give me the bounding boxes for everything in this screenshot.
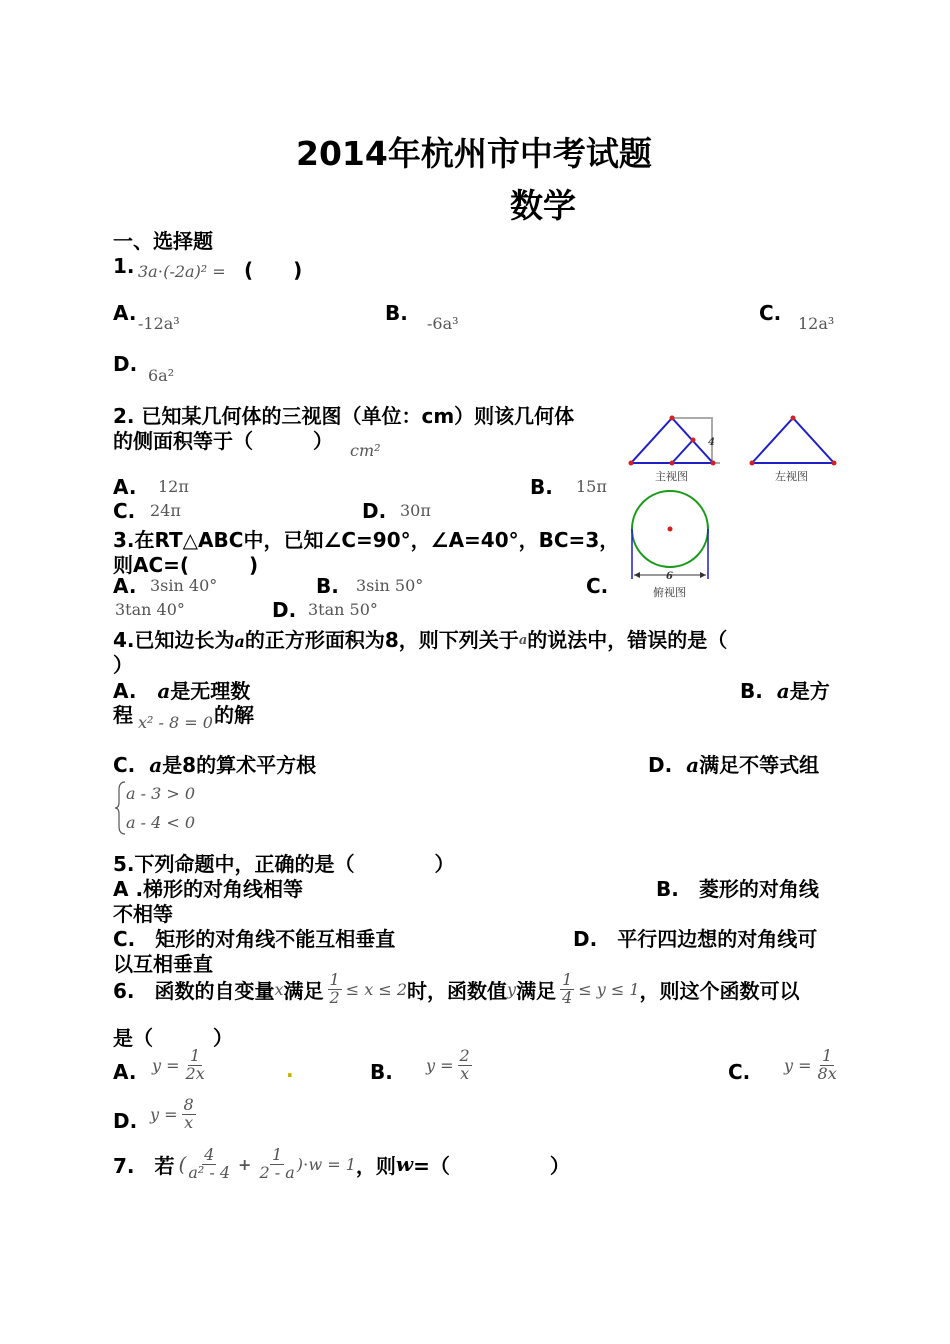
q3-option-c-value: 3tan 40° [115,600,185,619]
q7-open-paren: ( [178,1152,187,1177]
q1-option-b-label: B. [385,301,408,325]
q2-option-c-value: 24π [150,501,181,520]
q4-option-d-label: D. [648,753,673,777]
q4-var-a-small: a [518,633,528,648]
q4-option-a-label: A. [113,679,137,703]
q1-option-d-value: 6a² [148,366,175,385]
q4-option-a-text: 是无理数 [170,679,251,703]
q4-option-d-var: a [686,753,700,777]
front-view [629,416,721,484]
page-title: 2014年杭州市中考试题 [296,134,652,173]
q6-cond-y-num: 1 [562,970,573,989]
q6-option-a-num: 1 [190,1046,201,1065]
q5-option-b-cont: 不相等 [113,902,173,926]
q6-option-a-fraction [184,1048,207,1083]
q4-option-d [648,749,819,778]
q4-option-c-text: 是8的算术平方根 [162,753,317,777]
inequality-line2: a - 4 < 0 [126,813,196,832]
stray-dot: . [286,1058,294,1082]
q4-option-c-var: a [149,753,163,777]
q4-option-d-text: 满足不等式组 [699,753,820,777]
height-dimension-label: 4 [708,437,715,448]
q6-option-c-pre: y = [784,1055,812,1075]
q3-option-c-label: C. [586,574,609,598]
q3-option-d-value: 3tan 50° [308,600,378,619]
q6-stem-part4: 满足 [516,978,557,1003]
q3-option-d-label: D. [272,598,297,622]
q7-fraction-1 [186,1147,232,1182]
q1-option-d-label: D. [113,352,138,376]
q6-cond-x-rest: ≤ x ≤ 2 [345,979,408,999]
arrowhead-right [700,572,706,578]
q2-option-c-label: C. [113,499,136,523]
q7-stem [113,1147,570,1182]
three-view-figure [620,405,845,605]
q3-option-a-value: 3sin 40° [150,576,218,595]
q3-stem-line2: 则AC=( ) [113,553,259,577]
vertex-dot [750,461,755,466]
front-view-triangle [631,418,713,463]
q7-stem-part1: 7. 若 [113,1153,175,1178]
q5-option-c: C. 矩形的对角线不能互相垂直 [113,927,396,951]
q1-option-c-value: 12a³ [798,314,835,333]
q5-stem: 5.下列命题中，正确的是（ ） [113,852,455,876]
q1-option-c-label: C. [759,301,782,325]
q1-paren: ( ) [244,258,303,282]
q4-option-b-cont2: 的解 [214,703,254,727]
q6-option-c-den: 8x [817,1063,837,1083]
q2-option-b-value: 15π [576,477,607,496]
q4-stem-line2: ） [113,653,133,677]
q4-option-b-var: a [776,679,790,703]
q7-fraction-1-num: 4 [204,1145,215,1164]
q6-var-y: y [507,979,517,999]
q6-option-c-fraction [816,1048,839,1083]
front-view-label: 主视图 [655,470,688,483]
q4-option-b-cont1: 程 [113,703,133,727]
q6-option-d-pre: y = [150,1104,178,1124]
inequality-line1: a - 3 > 0 [126,784,196,803]
q4-option-c [113,749,316,778]
vertex-dot [691,438,696,443]
q1-expression: 3a⋅(-2a)² = [138,262,226,281]
q3-option-a-label: A. [113,574,137,598]
section-heading: 一、选择题 [113,229,213,253]
q4-stem-part2: 的正方形面积为8，则下列关于 [244,628,519,652]
q6-cond-y-den: 4 [562,987,573,1007]
q2-option-d-label: D. [362,499,387,523]
q1-option-b-value: -6a³ [427,314,459,333]
q6-option-b-fraction [458,1048,472,1083]
q6-stem-part1: 6. 函数的自变量 [113,978,275,1003]
vertex-dot [711,461,716,466]
q6-cond-y-fraction [560,972,574,1007]
q5-option-d-cont: 以互相垂直 [113,952,213,976]
q6-option-c-num: 1 [822,1046,833,1065]
q6-option-b-label: B. [370,1060,393,1084]
q1-option-a-value: -12a³ [138,314,180,333]
q6-stem-part3: 时，函数值 [407,978,508,1003]
q5-option-b: B. 菱形的对角线 [656,877,819,901]
q6-option-b-num: 2 [459,1046,470,1065]
q6-option-d-value [150,1097,196,1132]
q2-stem-line2: 的侧面积等于（ ） [113,429,333,453]
q7-plus: + [238,1154,252,1174]
q6-option-b-den: x [460,1063,470,1083]
q4-stem-line1 [113,624,727,653]
top-view-label: 俯视图 [653,586,686,599]
q6-option-a-pre: y = [152,1055,180,1075]
q4-option-b-equation: x² - 8 = 0 [138,713,213,732]
q6-stem-line1 [113,972,800,1007]
q7-stem-part3: =（ ） [413,1153,570,1178]
q6-option-d-num: 8 [183,1095,194,1114]
q6-option-c-value [784,1048,839,1083]
q7-fraction-2-num: 1 [272,1145,283,1164]
q6-option-d-den: x [184,1112,194,1132]
q4-option-b [740,675,830,704]
vertex-dot [832,461,837,466]
q4-option-a-var: a [157,679,171,703]
vertex-dot [670,461,675,466]
q7-fraction-2-den: 2 - a [259,1162,295,1182]
side-view-label: 左视图 [775,470,808,483]
vertex-dot [670,416,675,421]
q6-option-b-value [426,1048,472,1083]
q2-option-a-label: A. [113,475,137,499]
q4-option-c-label: C. [113,753,136,777]
width-dimension-label: 6 [666,571,673,582]
q6-option-a-den: 2x [185,1063,205,1083]
q2-unit: cm² [350,441,381,460]
q6-stem-part2: 满足 [283,978,324,1003]
q6-cond-x-den: 2 [329,987,340,1007]
q7-stem-part2: ，则 [355,1153,396,1178]
q6-cond-x-fraction [328,972,342,1007]
q2-option-a-value: 12π [158,477,189,496]
q5-option-a: A .梯形的对角线相等 [113,877,304,901]
q4-stem-part3: 的说法中，错误的是（ [527,628,728,652]
side-view [750,416,837,484]
q6-option-a-value [152,1048,207,1083]
q2-option-d-value: 30π [400,501,431,520]
q3-stem-line1: 3.在RT△ABC中，已知∠C=90°，∠A=40°，BC=3， [113,528,620,552]
q6-cond-y-rest: ≤ y ≤ 1 [578,979,640,999]
q4-option-b-label: B. [740,679,763,703]
q7-tail: )⋅w = 1 [296,1154,356,1174]
q6-option-a-label: A. [113,1060,137,1084]
q2-option-b-label: B. [530,475,553,499]
q6-option-d-fraction [182,1097,196,1132]
q6-option-b-pre: y = [426,1055,454,1075]
q4-stem-part1: 4.已知边长为 [113,628,235,652]
inequality-brace [113,780,127,836]
q6-stem-part5: ，则这个函数可以 [639,978,800,1003]
q5-option-d: D. 平行四边想的对角线可 [573,927,818,951]
front-view-inner-edge [672,440,693,463]
q6-option-d-label: D. [113,1109,138,1133]
q6-cond-x-num: 1 [329,970,340,989]
q6-option-c-label: C. [728,1060,751,1084]
q7-fraction-1-den: a² - 4 [188,1162,231,1182]
q4-option-b-text: 是方 [789,679,830,703]
arrowhead-left [634,572,640,578]
q4-var-a: a [234,632,245,651]
q6-var-x: x [274,979,284,999]
subject-title: 数学 [510,186,576,225]
center-dot [668,527,673,532]
q6-stem-line2: 是（ ） [113,1026,233,1050]
side-view-triangle [752,418,834,463]
q3-option-b-label: B. [316,574,339,598]
q2-stem-line1: 2. 已知某几何体的三视图（单位：cm）则该几何体 [113,404,575,428]
vertex-dot [791,416,796,421]
q3-option-b-value: 3sin 50° [356,576,424,595]
vertex-dot [629,461,634,466]
q7-fraction-2 [257,1147,296,1182]
q1-number: 1. [113,254,135,278]
q1-option-a-label: A. [113,301,137,325]
top-view [632,491,708,599]
q7-var-w: w [395,1152,414,1177]
